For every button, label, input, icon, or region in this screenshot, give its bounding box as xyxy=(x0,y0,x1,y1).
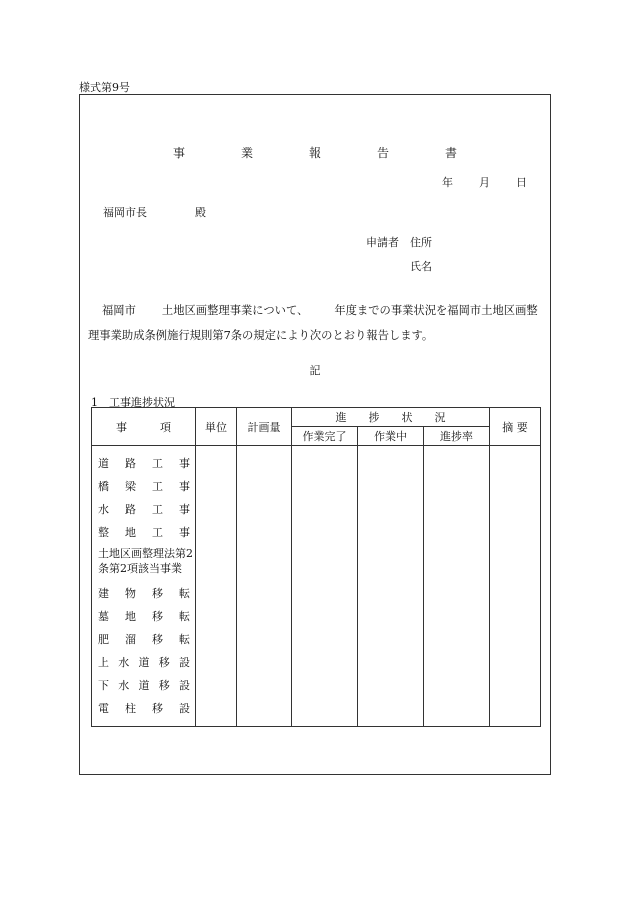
document-title: 事 業 報 告 書 xyxy=(172,146,479,160)
table-row-item: 整 地 工 事 xyxy=(98,526,190,539)
applicant-name-label: 氏名 xyxy=(410,260,432,273)
report-body-text xyxy=(88,298,543,348)
year-label: 年 xyxy=(442,176,453,189)
header-completed: 作業完了 xyxy=(292,427,358,446)
rate-cell[interactable] xyxy=(424,446,490,727)
table-row-item: 電 柱 移 設 xyxy=(98,702,190,715)
completed-cell[interactable] xyxy=(292,446,358,727)
body-statement: 年度までの事業状況を福岡市土地区画整理事業助成条例施行規則第7条の規定により次のとおり報告します。 xyxy=(88,304,538,342)
table-row-item: 橋 梁 工 事 xyxy=(98,480,190,493)
day-label: 日 xyxy=(516,176,527,189)
body-city: 福岡市 xyxy=(102,304,136,317)
table-row-item: 墓 地 移 転 xyxy=(98,610,190,623)
table-row-item: 建 物 移 転 xyxy=(98,587,190,600)
body-project: 土地区画整理事業について、 xyxy=(161,304,309,317)
table-row-item: 上 水 道 移 設 xyxy=(98,656,190,669)
ki-heading: 記 xyxy=(309,364,321,377)
header-item: 事 項 xyxy=(92,408,196,446)
unit-cell[interactable] xyxy=(196,446,237,727)
addressee-name: 福岡市長 xyxy=(103,206,147,219)
item-list-cell xyxy=(92,446,196,727)
date-line xyxy=(442,174,527,190)
in-progress-cell[interactable] xyxy=(358,446,424,727)
remarks-cell[interactable] xyxy=(490,446,541,727)
month-label: 月 xyxy=(479,176,490,189)
section-heading: 1 工事進捗状況 xyxy=(91,396,175,409)
header-progress: 進 捗 状 況 xyxy=(292,408,490,427)
planned-cell[interactable] xyxy=(237,446,292,727)
table-row-item: 道 路 工 事 xyxy=(98,457,190,470)
addressee-honorific: 殿 xyxy=(195,206,206,219)
addressee xyxy=(103,204,206,220)
construction-progress-table xyxy=(91,407,541,727)
header-rate: 進捗率 xyxy=(424,427,490,446)
table-row-item: 下 水 道 移 設 xyxy=(98,679,190,692)
form-number-label: 様式第9号 xyxy=(79,81,130,94)
header-remarks: 摘 要 xyxy=(490,408,541,446)
table-row-item: 水 路 工 事 xyxy=(98,503,190,516)
applicant-address-label: 申請者 住所 xyxy=(366,236,432,249)
header-planned: 計画量 xyxy=(237,408,292,446)
header-in-progress: 作業中 xyxy=(358,427,424,446)
header-unit: 単位 xyxy=(196,408,237,446)
table-row-item: 肥 溜 移 転 xyxy=(98,633,190,646)
table-row-item: 土地区画整理法第2条第2項該当事業 xyxy=(98,547,193,575)
